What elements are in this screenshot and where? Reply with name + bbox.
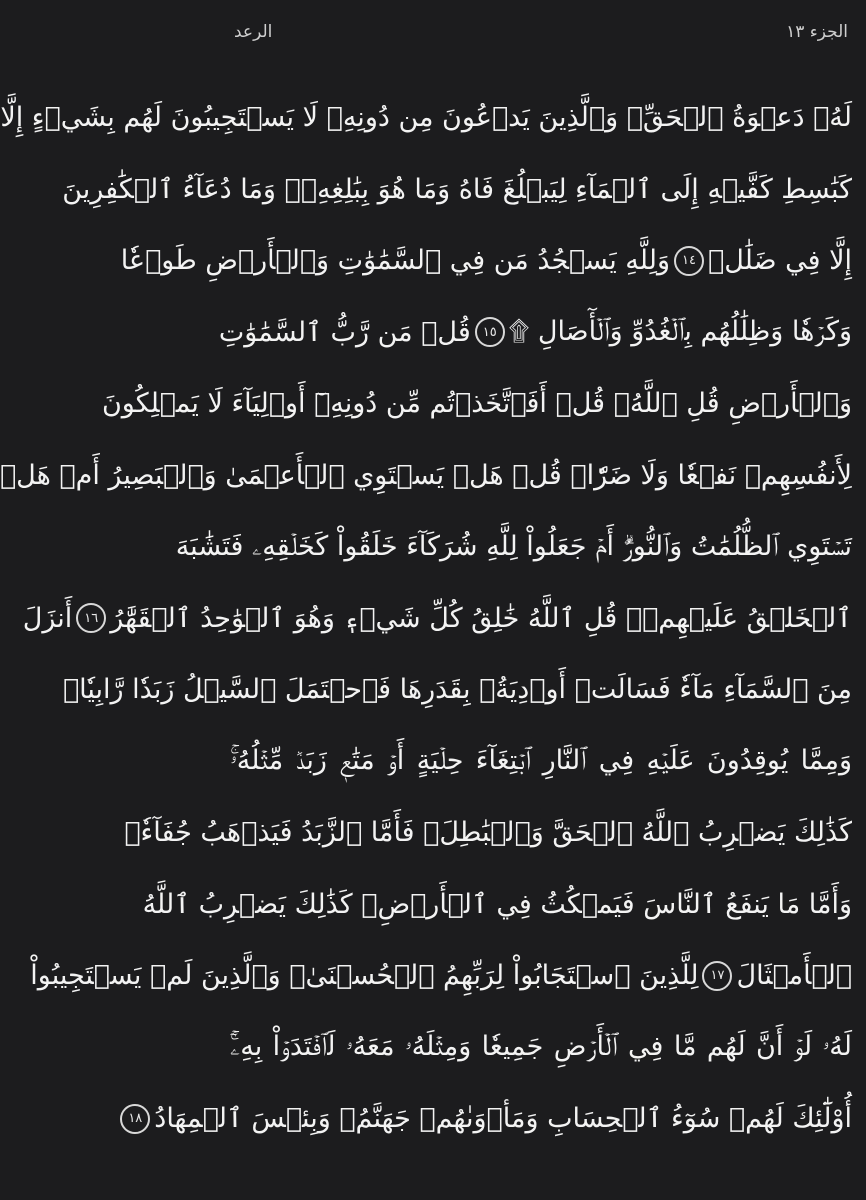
verse-text: لَهُۥ لَوۡ أَنَّ لَهُم مَّا فِي ٱلۡأَرۡضِ جَمِيعٗا وَمِثۡلَهُۥ مَعَهُۥ لَٱفۡتَدَوۡاْ بِهِۦٓۚ bbox=[230, 1031, 852, 1063]
verse-line bbox=[230, 726, 852, 798]
verse-text: وَٱلۡأَرۡضِ قُلِ ٱللَّهُۚ قُلۡ أَفَٱتَّخَذۡتُم مِّن دُونِهِۦٓ أَوۡلِيَآءَ لَا يَمۡلِكُونَ bbox=[101, 388, 852, 420]
ayah-number-marker[interactable]: ١٥ bbox=[475, 317, 505, 347]
verse-text: أُوْلَٰٓئِكَ لَهُمۡ سُوٓءُ ٱلۡحِسَابِ وَمَأۡوَىٰهُمۡ جَهَنَّمُۖ وَبِئۡسَ ٱلۡمِهَادُ bbox=[154, 1103, 852, 1135]
verse-text: أَنزَلَ bbox=[22, 602, 73, 634]
juz-label: الجزء ١٣ bbox=[786, 22, 848, 42]
verse-line bbox=[175, 511, 852, 583]
verse-text: لَهُۥ دَعۡوَةُ ٱلۡحَقِّۚ وَٱلَّذِينَ يَدۡعُونَ مِن دُونِهِۦ لَا يَسۡتَجِيبُونَ لَهُم بِشَيۡءٍ إِلَّا bbox=[0, 102, 852, 134]
verse-text: تَسۡتَوِي ٱلظُّلُمَٰتُ وَٱلنُّورُۗ أَمۡ جَعَلُواْ لِلَّهِ شُرَكَآءَ خَلَقُواْ كَخَلۡقِهِۦ فَتَشَٰبَهَ bbox=[175, 530, 852, 562]
surah-name: الرعد bbox=[234, 22, 273, 42]
verse-line bbox=[120, 225, 852, 297]
verse-line bbox=[142, 869, 852, 941]
verse-text: كَبَٰسِطِ كَفَّيۡهِ إِلَى ٱلۡمَآءِ لِيَبۡلُغَ فَاهُ وَمَا هُوَ بِبَٰلِغِهِۦۚ وَمَا دُعَآءُ ٱلۡكَٰفِرِينَ bbox=[62, 173, 852, 205]
verse-text: لِلَّذِينَ ٱسۡتَجَابُواْ لِرَبِّهِمُ ٱلۡحُسۡنَىٰۚ وَٱلَّذِينَ لَمۡ يَسۡتَجِيبُواْ bbox=[30, 960, 699, 992]
verse-text: وَلِلَّهِ يَسۡجُدُ مَن فِي ٱلسَّمَٰوَٰتِ وَٱلۡأَرۡضِ طَوۡعٗا bbox=[120, 245, 670, 277]
verse-line bbox=[101, 368, 852, 440]
verse-text: كَذَٰلِكَ يَضۡرِبُ ٱللَّهُ ٱلۡحَقَّ وَٱلۡبَٰطِلَۚ فَأَمَّا ٱلزَّبَدُ فَيَذۡهَبُ جُفَآءٗۖ bbox=[124, 817, 852, 849]
ayah-number-marker[interactable]: ١٨ bbox=[120, 1104, 150, 1134]
verse-line bbox=[22, 583, 852, 655]
verse-line bbox=[30, 940, 852, 1012]
verse-text: وَأَمَّا مَا يَنفَعُ ٱلنَّاسَ فَيَمۡكُثُ فِي ٱلۡأَرۡضِۚ كَذَٰلِكَ يَضۡرِبُ ٱللَّهُ bbox=[142, 888, 852, 920]
mushaf-page bbox=[0, 82, 852, 1200]
verse-line bbox=[62, 654, 852, 726]
ayah-number-marker[interactable]: ١٤ bbox=[674, 246, 704, 276]
verse-text: مِنَ ٱلسَّمَآءِ مَآءٗ فَسَالَتۡ أَوۡدِيَةُۢ بِقَدَرِهَا فَٱحۡتَمَلَ ٱلسَّيۡلُ زَبَدٗا رَّابِيٗاۖ bbox=[62, 674, 852, 706]
verse-text: قُلۡ مَن رَّبُّ ٱلسَّمَٰوَٰتِ bbox=[218, 316, 471, 348]
page-header bbox=[234, 18, 848, 46]
verse-line bbox=[0, 82, 852, 154]
verse-line bbox=[62, 154, 852, 226]
verse-line bbox=[218, 297, 852, 369]
verse-text: وَمِمَّا يُوقِدُونَ عَلَيۡهِ فِي ٱلنَّارِ ٱبۡتِغَآءَ حِلۡيَةٍ أَوۡ مَتَٰعٖ زَبَدٞ مِّثۡلُهُۥۚ bbox=[230, 745, 852, 777]
verse-line bbox=[0, 440, 852, 512]
ayah-number-marker[interactable]: ١٦ bbox=[76, 603, 106, 633]
verse-text: ٱلۡخَلۡقُ عَلَيۡهِمۡۚ قُلِ ٱللَّهُ خَٰلِقُ كُلِّ شَيۡءٖ وَهُوَ ٱلۡوَٰحِدُ ٱلۡقَهَّٰرُ bbox=[110, 602, 852, 634]
verse-text: إِلَّا فِي ضَلَٰلٖ bbox=[708, 245, 852, 277]
verse-text: وَكَرۡهٗا وَظِلَٰلُهُم بِٱلۡغُدُوِّ وَٱلۡأٓصَالِ ۩ bbox=[508, 316, 852, 348]
verse-line bbox=[230, 1012, 852, 1084]
verse-text: ٱلۡأَمۡثَالَ bbox=[736, 960, 852, 992]
verse-line bbox=[124, 797, 852, 869]
verse-text: لِأَنفُسِهِمۡ نَفۡعٗا وَلَا ضَرّٗاۚ قُلۡ هَلۡ يَسۡتَوِي ٱلۡأَعۡمَىٰ وَٱلۡبَصِيرُ أَمۡ هَلۡ bbox=[0, 459, 852, 491]
verse-line bbox=[128, 1083, 852, 1155]
ayah-number-marker[interactable]: ١٧ bbox=[702, 961, 732, 991]
